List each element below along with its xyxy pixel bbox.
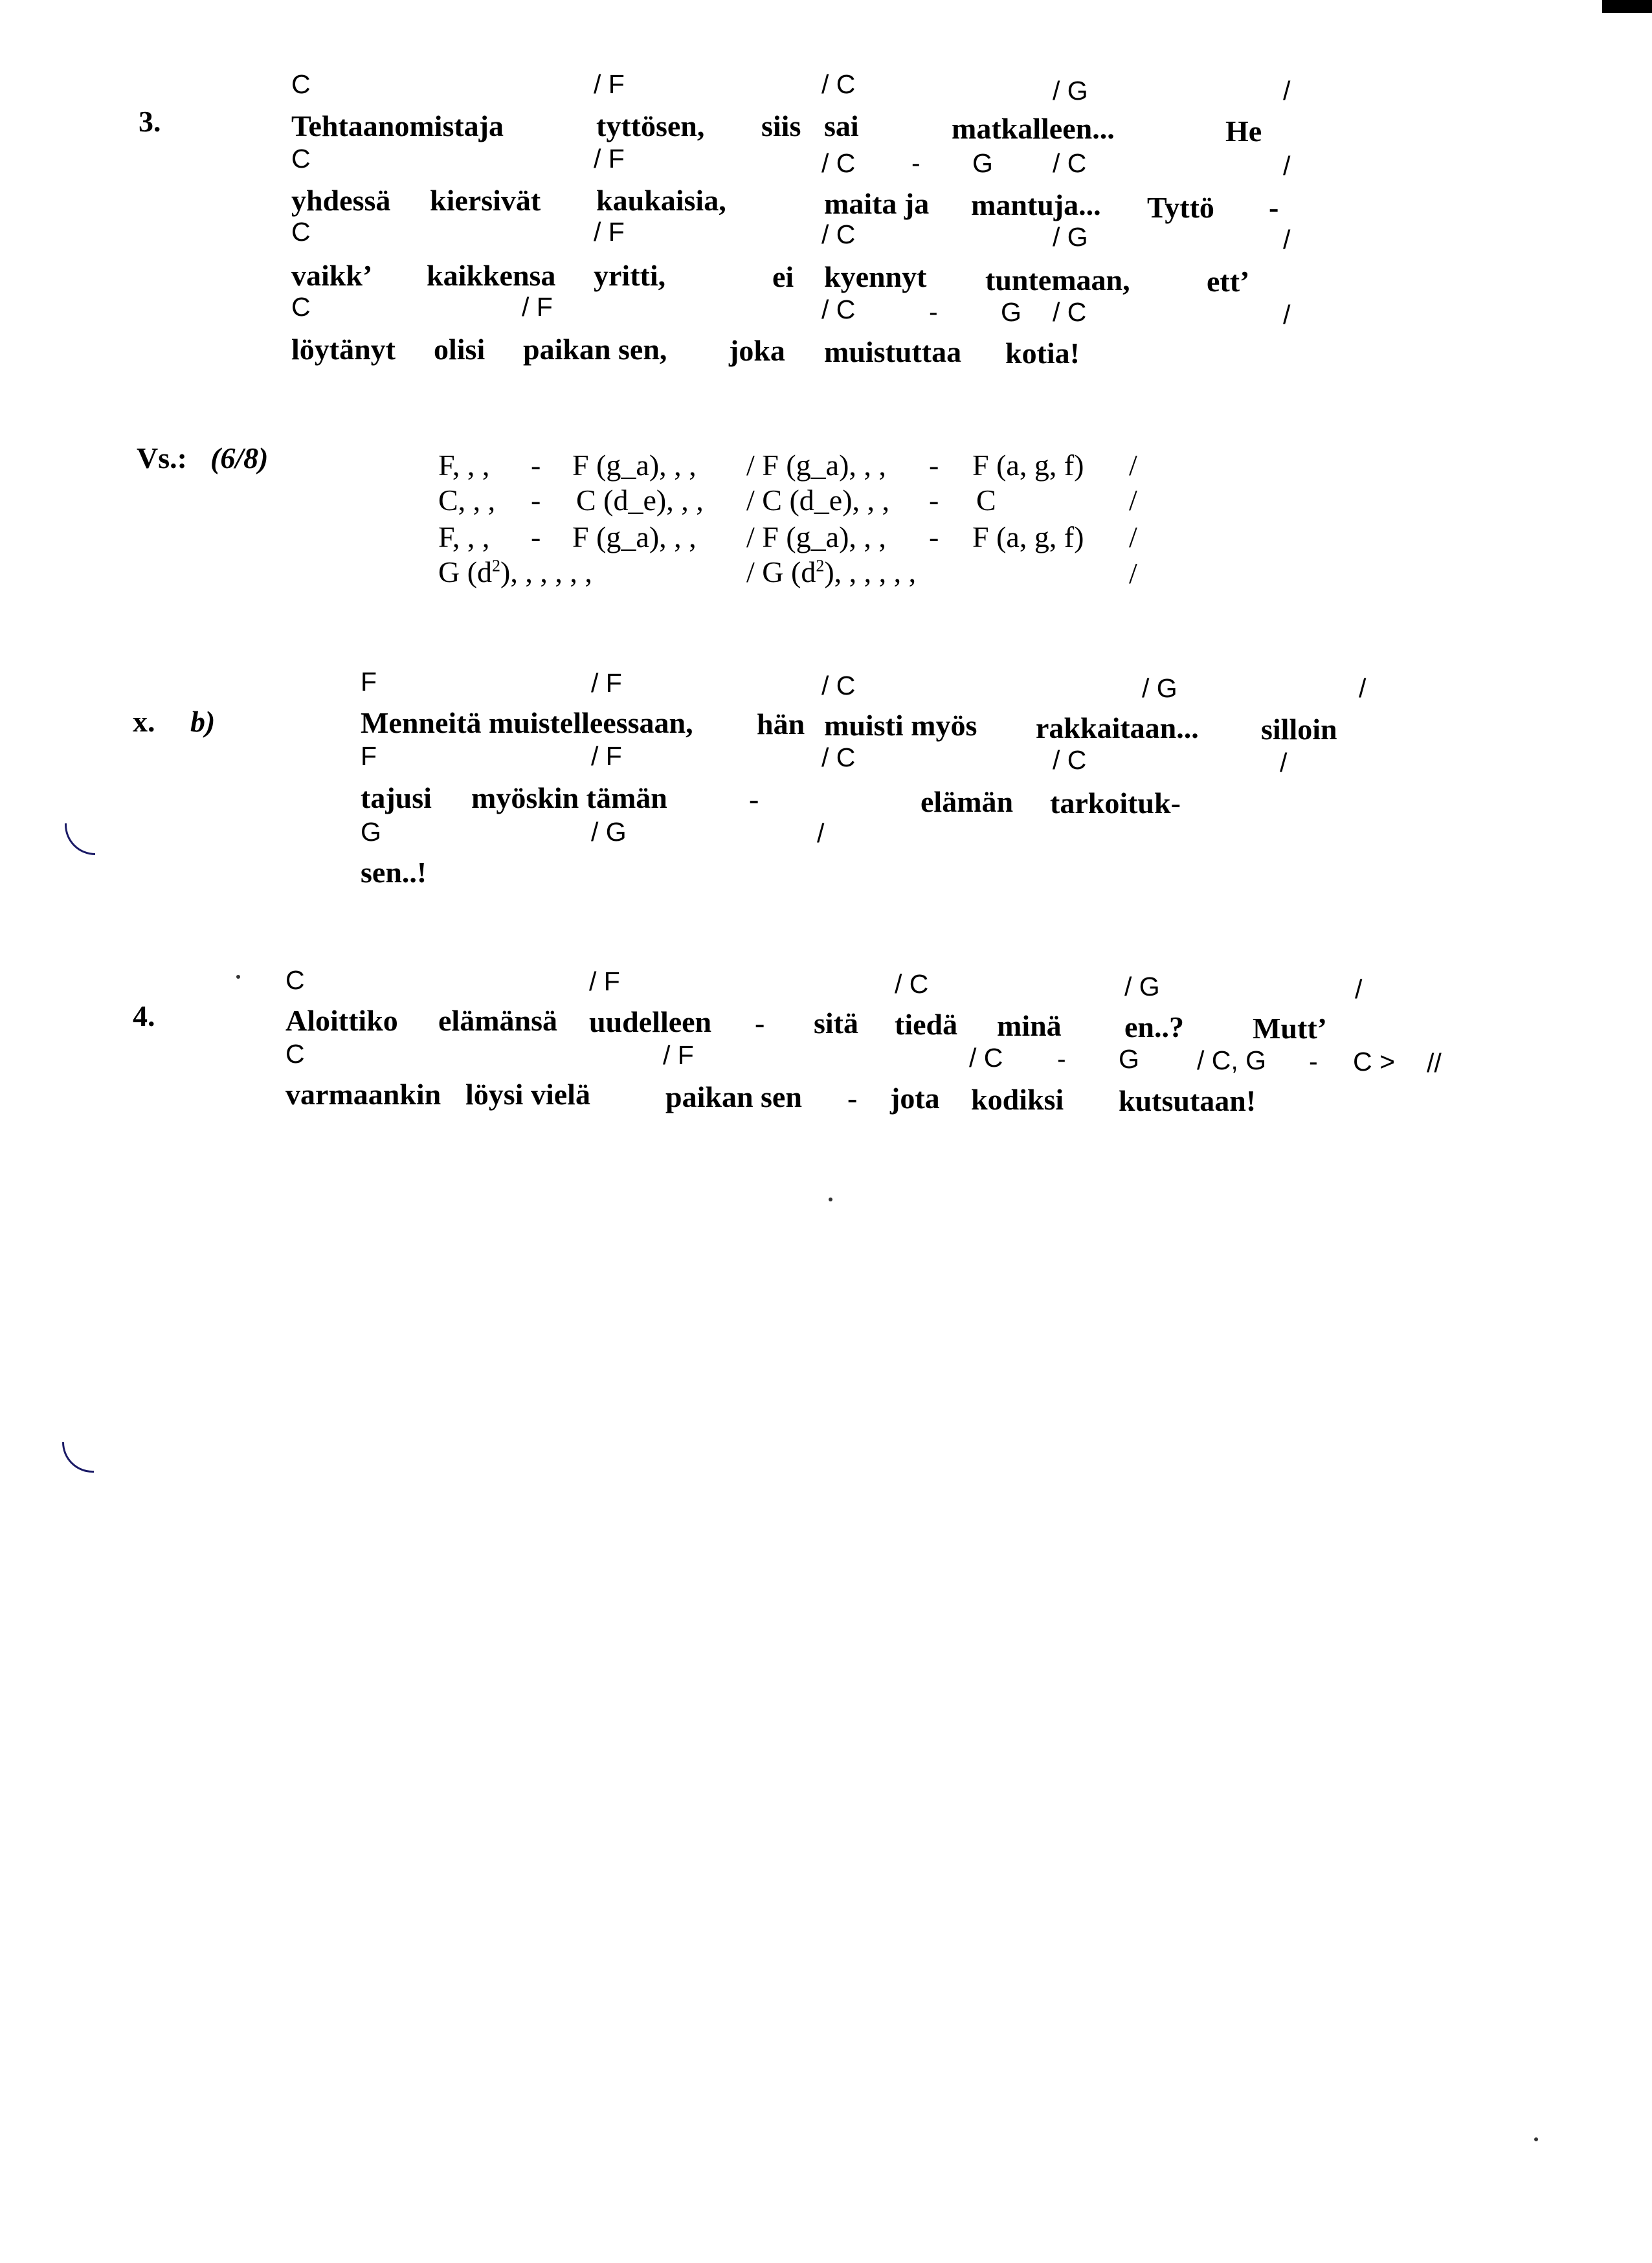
chord: / G bbox=[591, 817, 627, 847]
chord: / C bbox=[1053, 148, 1087, 178]
lyric-word: tyttösen, bbox=[596, 109, 705, 142]
repeat-bar: // bbox=[1427, 1048, 1442, 1078]
bar-line: / bbox=[1129, 484, 1137, 517]
dash: - bbox=[929, 484, 939, 517]
speck bbox=[236, 975, 240, 979]
bar-line: / bbox=[1359, 673, 1367, 703]
chord: / G bbox=[1053, 76, 1088, 106]
dash: - bbox=[1309, 1047, 1318, 1076]
chord: F (a, g, f) bbox=[972, 520, 1084, 553]
lyric-word: siis bbox=[761, 109, 801, 142]
lyric-word: yhdessä bbox=[291, 184, 391, 217]
chord: F, , , bbox=[438, 520, 490, 553]
lyric-word: ett’ bbox=[1207, 265, 1250, 298]
chord: / G bbox=[1142, 673, 1178, 703]
chord: / F bbox=[663, 1040, 694, 1070]
lyric-word: tarkoituk- bbox=[1050, 786, 1181, 819]
lyric-word: varmaankin bbox=[285, 1078, 441, 1111]
section-sublabel: b) bbox=[190, 705, 216, 738]
time-signature: (6/8) bbox=[210, 441, 269, 474]
speck bbox=[1534, 2137, 1538, 2141]
chord: F (g_a), , , bbox=[572, 449, 697, 482]
chord: / G bbox=[1053, 222, 1088, 252]
bar-line: / bbox=[1129, 520, 1137, 553]
chord: / C bbox=[821, 295, 856, 324]
lyric-word: kotia! bbox=[1005, 337, 1080, 370]
verse-number: 3. bbox=[139, 105, 161, 138]
lyric-word: muisti myös bbox=[824, 709, 977, 742]
chord: G bbox=[361, 817, 381, 847]
chord: F bbox=[361, 741, 377, 771]
lyric-word: maita ja bbox=[824, 187, 930, 220]
chord: C bbox=[291, 217, 311, 247]
lyric-word: matkalleen... bbox=[952, 112, 1115, 145]
lyric-word: jota bbox=[890, 1082, 940, 1115]
chord-with-superscript: G $(d^2)$, , , , , , bbox=[438, 555, 592, 588]
lyric-word: kutsutaan! bbox=[1119, 1084, 1256, 1117]
section-label: x. bbox=[133, 705, 155, 738]
lyric-word: elämän bbox=[921, 785, 1014, 818]
dash: - bbox=[531, 449, 541, 482]
lyric-word: Aloittiko bbox=[285, 1004, 398, 1037]
lyric-word: Tyttö bbox=[1147, 191, 1214, 224]
lyric-word: yritti, bbox=[594, 259, 666, 292]
chord: / F (g_a), , , bbox=[746, 520, 886, 553]
lyric-word: tuntemaan, bbox=[985, 263, 1130, 296]
chord: C bbox=[291, 292, 311, 322]
bar-line: / bbox=[1129, 557, 1137, 590]
chord: / F bbox=[591, 741, 622, 771]
lyric-word: paikan sen, bbox=[523, 333, 667, 366]
chord: F (a, g, f) bbox=[972, 449, 1084, 482]
dash: - bbox=[929, 297, 938, 327]
lyric-word: silloin bbox=[1261, 713, 1337, 746]
chord: / C bbox=[821, 69, 856, 99]
punch-hole-mark bbox=[65, 823, 95, 855]
chord: / C (d_e), , , bbox=[746, 484, 890, 517]
chord: / F bbox=[594, 69, 625, 99]
interlude-label: Vs.: bbox=[137, 441, 187, 474]
lyric-word: joka bbox=[729, 334, 785, 367]
chord: / F (g_a), , , bbox=[746, 449, 886, 482]
chord: / G bbox=[1124, 972, 1160, 1001]
lyric-word: uudelleen bbox=[589, 1005, 712, 1038]
lyric-word: vaikk’ bbox=[291, 259, 373, 292]
lyric-word: minä bbox=[997, 1009, 1062, 1042]
bar-line: / bbox=[1280, 748, 1288, 777]
lyric-word: olisi bbox=[434, 333, 486, 366]
dash: - bbox=[929, 520, 939, 553]
lyric-word: Menneitä muistelleessaan, bbox=[361, 706, 693, 739]
chord: C > bbox=[1353, 1047, 1395, 1076]
lyric-word: elämänsä bbox=[438, 1004, 557, 1037]
lyric-word: sai bbox=[824, 109, 859, 142]
lyric-word: myöskin tämän bbox=[471, 781, 667, 814]
chord: / C, G bbox=[1197, 1045, 1267, 1075]
verse-number: 4. bbox=[133, 999, 155, 1032]
chord: F bbox=[361, 667, 377, 697]
bar-line: / bbox=[1283, 151, 1291, 181]
chord: C bbox=[291, 69, 311, 99]
lyric-word: Tehtaanomistaja bbox=[291, 109, 504, 142]
dash: - bbox=[1269, 191, 1279, 224]
dash: - bbox=[531, 484, 541, 517]
lyric-word: löysi vielä bbox=[465, 1078, 590, 1111]
lyric-word: kaukaisia, bbox=[596, 184, 726, 217]
chord: C bbox=[291, 144, 311, 173]
lyric-word: sen..! bbox=[361, 856, 427, 889]
lyric-word: kaikkensa bbox=[427, 259, 556, 292]
lyric-word: kodiksi bbox=[971, 1083, 1064, 1116]
chord: G bbox=[1119, 1044, 1139, 1074]
lyric-word: kyennyt bbox=[824, 260, 927, 293]
chord-with-superscript: / G $(d^2)$, , , , , , bbox=[746, 555, 917, 588]
dash: - bbox=[847, 1082, 858, 1115]
lyric-word: löytänyt bbox=[291, 333, 396, 366]
bar-line: / bbox=[1355, 974, 1363, 1004]
chord: C bbox=[285, 1039, 305, 1069]
chord: G bbox=[972, 148, 993, 178]
chord: C (d_e), , , bbox=[576, 484, 704, 517]
lyric-word: kiersivät bbox=[430, 184, 541, 217]
chord: / C bbox=[821, 742, 856, 772]
lyric-word: muistuttaa bbox=[824, 335, 962, 368]
scan-edge-mark bbox=[1602, 0, 1652, 13]
bar-line: / bbox=[817, 818, 825, 848]
punch-hole-mark bbox=[62, 1442, 94, 1473]
dash: - bbox=[531, 520, 541, 553]
bar-line: / bbox=[1283, 225, 1291, 254]
chord: F, , , bbox=[438, 449, 490, 482]
dash: - bbox=[911, 148, 921, 178]
chord: / F bbox=[591, 668, 622, 698]
chord: F (g_a), , , bbox=[572, 520, 697, 553]
lyric-word: rakkaitaan... bbox=[1036, 711, 1199, 744]
chord: / C bbox=[821, 148, 856, 178]
lyric-word: ei bbox=[772, 260, 794, 293]
dash: - bbox=[1057, 1044, 1066, 1074]
lyric-word: Mutt’ bbox=[1253, 1012, 1327, 1045]
lyric-word: mantuja... bbox=[971, 188, 1101, 221]
chord: / F bbox=[594, 144, 625, 173]
bar-line: / bbox=[1283, 300, 1291, 329]
chord: / C bbox=[969, 1043, 1003, 1073]
chord: / C bbox=[895, 969, 929, 999]
lyric-word: sitä bbox=[814, 1007, 858, 1040]
chord: / F bbox=[594, 217, 625, 247]
chord: C bbox=[285, 965, 305, 995]
chord: G bbox=[1001, 297, 1021, 327]
lyric-word: He bbox=[1225, 115, 1262, 148]
chord: C bbox=[976, 484, 996, 517]
lyric-word: paikan sen bbox=[665, 1080, 802, 1113]
lyric-word: tajusi bbox=[361, 781, 432, 814]
dash: - bbox=[929, 449, 939, 482]
chord: / C bbox=[1053, 745, 1087, 775]
bar-line: / bbox=[1283, 76, 1291, 106]
speck bbox=[829, 1198, 832, 1201]
chord: / C bbox=[821, 671, 856, 700]
chord: / F bbox=[522, 292, 553, 322]
lyric-word: hän bbox=[757, 708, 805, 741]
lyric-word: en..? bbox=[1124, 1010, 1184, 1043]
dash: - bbox=[755, 1007, 765, 1040]
lyric-word: tiedä bbox=[895, 1008, 958, 1041]
bar-line: / bbox=[1129, 449, 1137, 482]
chord: / F bbox=[589, 966, 620, 996]
chord: C, , , bbox=[438, 484, 496, 517]
dash: - bbox=[749, 783, 759, 816]
chord: / C bbox=[1053, 297, 1087, 327]
chord: / C bbox=[821, 219, 856, 249]
